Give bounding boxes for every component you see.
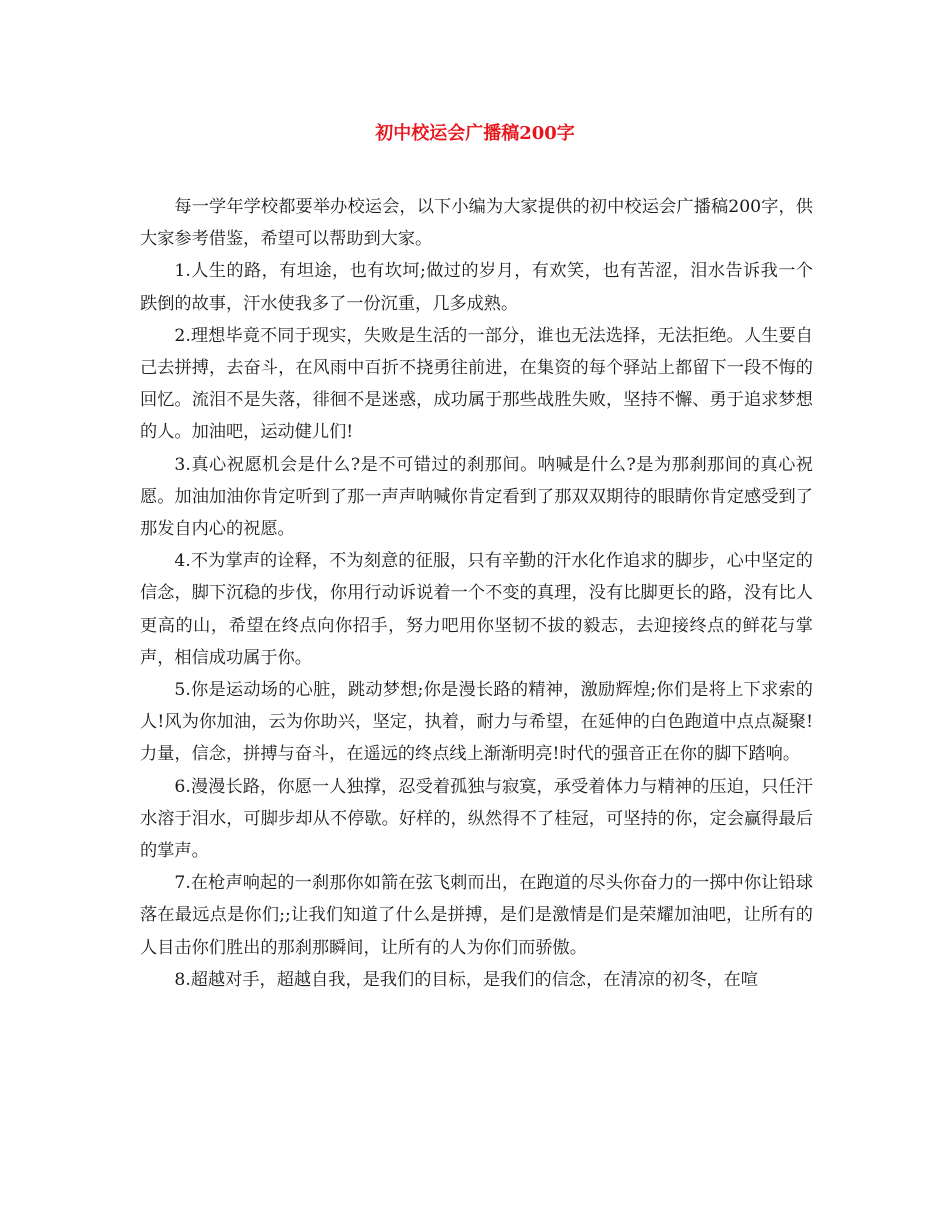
paragraph-3: 3.真心祝愿机会是什么?是不可错过的刹那间。呐喊是什么?是为那刹那间的真心祝愿。加油加油你肯定听到了那一声声呐喊你肯定看到了那双双期待的眼睛你肯定感受到了那发自内心的祝愿。	[140, 454, 813, 540]
paragraph-intro: 每一学年学校都要举办校运会，以下小编为大家提供的初中校运会广播稿200字，供大家参考借鉴，希望可以帮助到大家。	[140, 197, 813, 250]
document-body	[140, 191, 813, 996]
paragraph-4: 4.不为掌声的诠释，不为刻意的征服，只有辛勤的汗水化作追求的脚步，心中坚定的信念，脚下沉稳的步伐，你用行动诉说着一个不变的真理，没有比脚更长的路，没有比人更高的山，希望在终点向你招手，努力吧用你坚韧不拔的毅志，去迎接终点的鲜花与掌声，相信成功属于你。	[140, 551, 813, 668]
document-title: 初中校运会广播稿200字	[375, 123, 575, 144]
paragraph-8: 8.超越对手，超越自我，是我们的目标，是我们的信念，在清凉的初冬，在喧	[174, 969, 758, 990]
paragraph-6: 6.漫漫长路，你愿一人独撑，忍受着孤独与寂寞，承受着体力与精神的压迫，只任汗水溶于泪水，可脚步却从不停歇。好样的，纵然得不了桂冠，可坚持的你，定会赢得最后的掌声。	[140, 776, 813, 862]
paragraph-2: 2.理想毕竟不同于现实，失败是生活的一部分，谁也无法选择，无法拒绝。人生要自己去拼搏，去奋斗，在风雨中百折不挠勇往前进，在集资的每个驿站上都留下一段不悔的回忆。流泪不是失落，徘徊不是迷惑，成功属于那些战胜失败，坚持不懈、勇于追求梦想的人。加油吧，运动健儿们!	[140, 325, 813, 443]
paragraph-5: 5.你是运动场的心脏，跳动梦想;你是漫长路的精神，激励辉煌;你们是将上下求索的人!风为你加油，云为你助兴，坚定，执着，耐力与希望，在延伸的白色跑道中点点凝聚!力量，信念，拼搏与奋斗，在遥远的终点线上渐渐明亮!时代的强音正在你的脚下踏响。	[140, 680, 813, 765]
paragraph-7: 7.在枪声响起的一刹那你如箭在弦飞刺而出，在跑道的尽头你奋力的一掷中你让铅球落在最远点是你们;;让我们知道了什么是拼搏，是们是激情是们是荣耀加油吧，让所有的人目击你们胜出的那刹那瞬间，让所有的人为你们而骄傲。	[140, 873, 813, 958]
paragraph-1: 1.人生的路，有坦途，也有坎坷;做过的岁月，有欢笑，也有苦涩，泪水告诉我一个跌倒的故事，汗水使我多了一份沉重，几多成熟。	[140, 261, 813, 314]
